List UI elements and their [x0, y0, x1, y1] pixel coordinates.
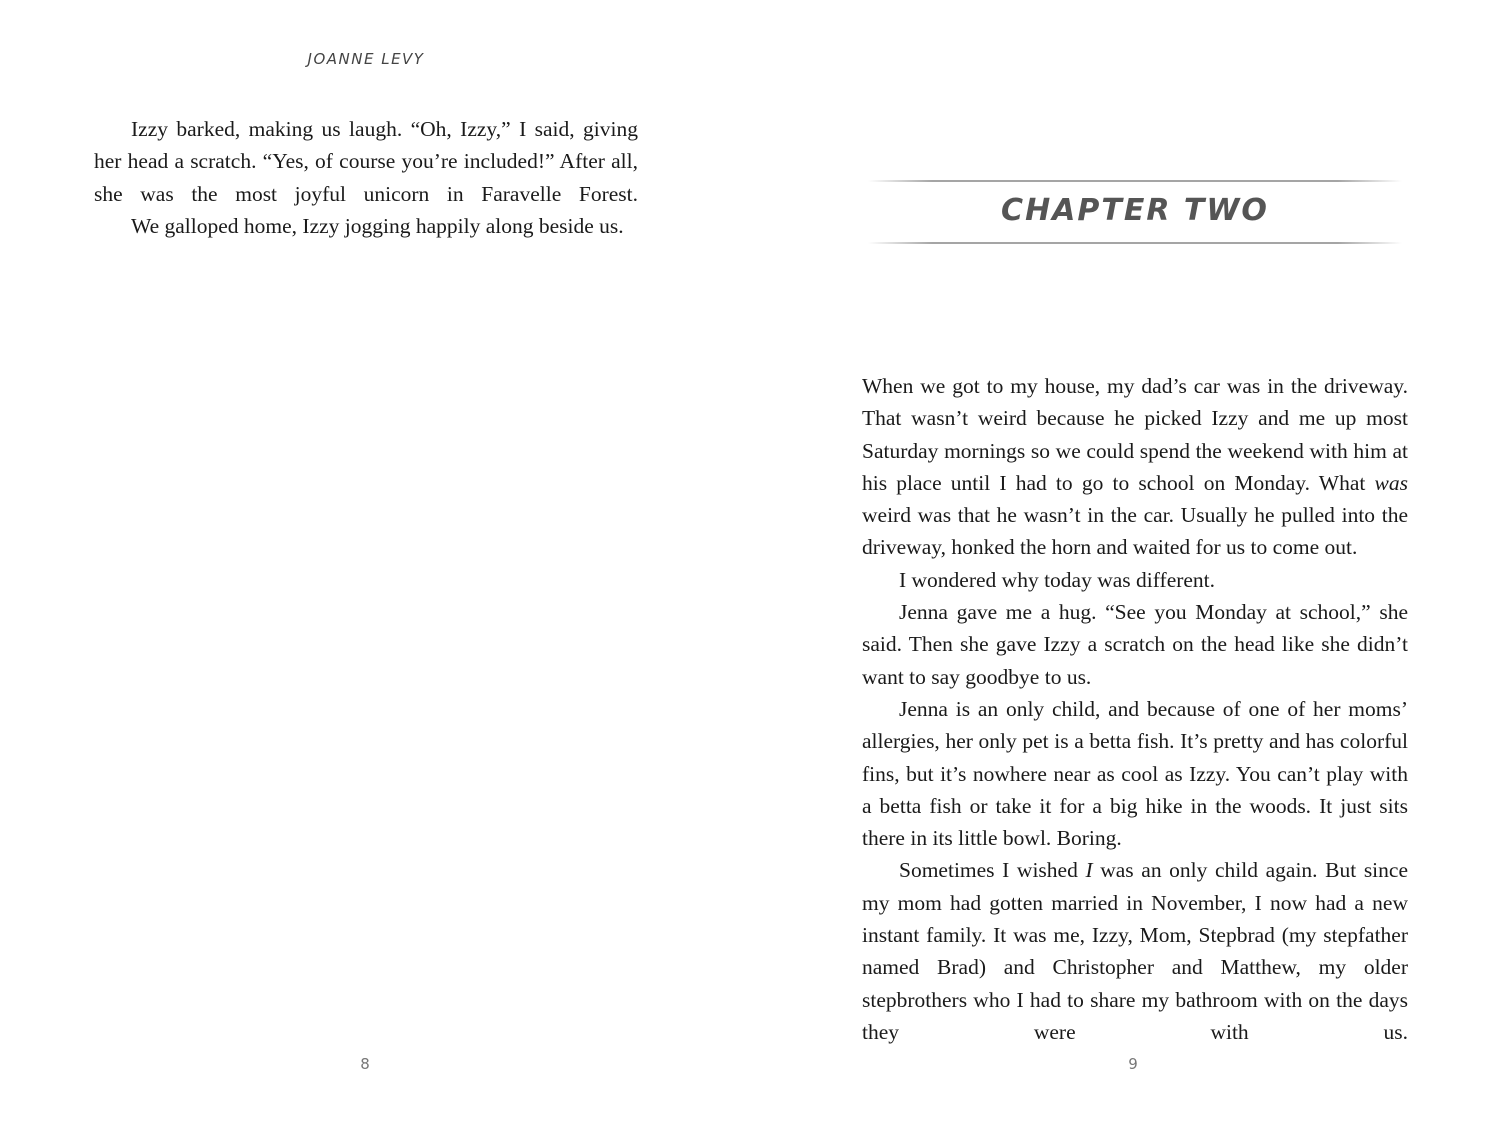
- left-page-body: [94, 113, 638, 242]
- page-number: 8: [360, 1055, 370, 1073]
- paragraph: [94, 113, 638, 210]
- text-run: Sometimes I wished: [899, 858, 1086, 883]
- paragraph: Jenna gave me a hug. “See you Monday at school,” she said. Then she gave Izzy a scratch on the head like she didn’t want to say goodbye to us.: [862, 600, 1408, 689]
- text-run: When we got to my house, my dad’s car was in the driveway. That wasn’t weird because he picked Izzy and me up most Saturday mornings so we could spend the weekend with him at his place until I had to go to school on Monday. What: [862, 374, 1408, 495]
- emphasis: was: [1374, 470, 1408, 495]
- text-run: weird was that he wasn’t in the car. Usually he pulled into the driveway, honked the horn and waited for us to come out.: [862, 503, 1408, 560]
- paragraph: I wondered why today was different.: [899, 567, 1216, 592]
- text-line: she was the most joyful unicorn in Faravelle Forest.: [94, 181, 638, 206]
- paragraph: [862, 370, 1408, 564]
- chapter-rule-bottom: [868, 242, 1402, 244]
- page-number: 9: [1128, 1055, 1138, 1073]
- emphasis: I: [1085, 858, 1093, 883]
- chapter-rule-top: [868, 180, 1402, 182]
- text-line: her head a scratch. “Yes, of course you’re included!” After all,: [94, 149, 638, 174]
- running-head-author: JOANNE LEVY: [307, 50, 425, 68]
- paragraph: Jenna is an only child, and because of one of her moms’ allergies, her only pet is a betta fish. It’s pretty and has colorful fins, but it’s nowhere near as cool as Izzy. You can’t play with a betta fish or take it for a big hike in the woods. It just sits there in its little bowl. Boring.: [862, 696, 1408, 851]
- right-page: [750, 0, 1500, 1125]
- text-line: Izzy barked, making us laugh. “Oh, Izzy,” I said, giving: [131, 117, 638, 141]
- chapter-title: CHAPTER TWO: [1001, 193, 1269, 228]
- right-page-body: [862, 370, 1408, 1048]
- paragraph: [862, 854, 1408, 1048]
- paragraph: We galloped home, Izzy jogging happily along beside us.: [131, 213, 624, 238]
- text-run: was an only child again. But since my mom had gotten married in November, I now had a new instant family. It was me, Izzy, Mom, Stepbrad (my stepfather named Brad) and Christopher and Matthew, my older stepbrothers who I had to share my bathroom with on the days they were with us.: [862, 858, 1408, 1044]
